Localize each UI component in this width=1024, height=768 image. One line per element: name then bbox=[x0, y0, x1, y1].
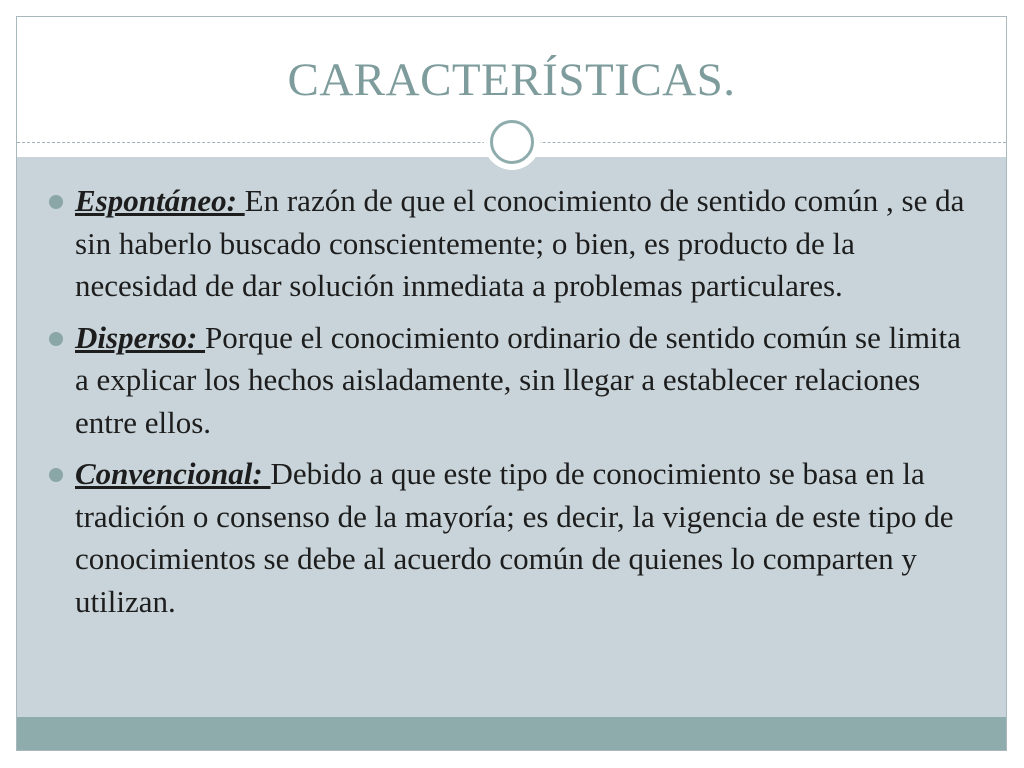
bullet-dot-icon bbox=[49, 468, 63, 482]
bullet-text: Porque el conocimiento ordinario de sentido común se limita a explicar los hechos aisladamente, sin llegar a establecer relaciones entre ellos. bbox=[75, 319, 961, 440]
bullet-term: Convencional: bbox=[75, 456, 271, 491]
footer-bar bbox=[17, 717, 1006, 751]
bullet-term: Disperso: bbox=[75, 319, 206, 355]
bullet-item-convencional bbox=[47, 453, 977, 623]
bullet-list bbox=[47, 180, 977, 632]
bullet-dot-icon bbox=[49, 332, 63, 346]
circle-ornament-icon bbox=[484, 114, 540, 170]
bullet-text: Debido a que este tipo de conocimiento se basa en la tradición o consenso de la mayoría; es decir, la vigencia de este tipo de conocimientos se debe al acuerdo común de quienes lo comparten y utilizan. bbox=[75, 456, 954, 619]
bullet-term: Espontáneo: bbox=[75, 183, 245, 218]
bullet-item-disperso bbox=[47, 317, 977, 445]
bullet-text: En razón de que el conocimiento de sentido común , se da sin haberlo buscado conscientemente; o bien, es producto de la necesidad de dar solución inmediata a problemas particulares. bbox=[75, 183, 965, 303]
bullet-dot-icon bbox=[49, 195, 63, 209]
slide-title: CARACTERÍSTICAS. bbox=[287, 54, 736, 106]
slide bbox=[16, 16, 1007, 751]
bullet-item-espontaneo bbox=[47, 180, 977, 308]
